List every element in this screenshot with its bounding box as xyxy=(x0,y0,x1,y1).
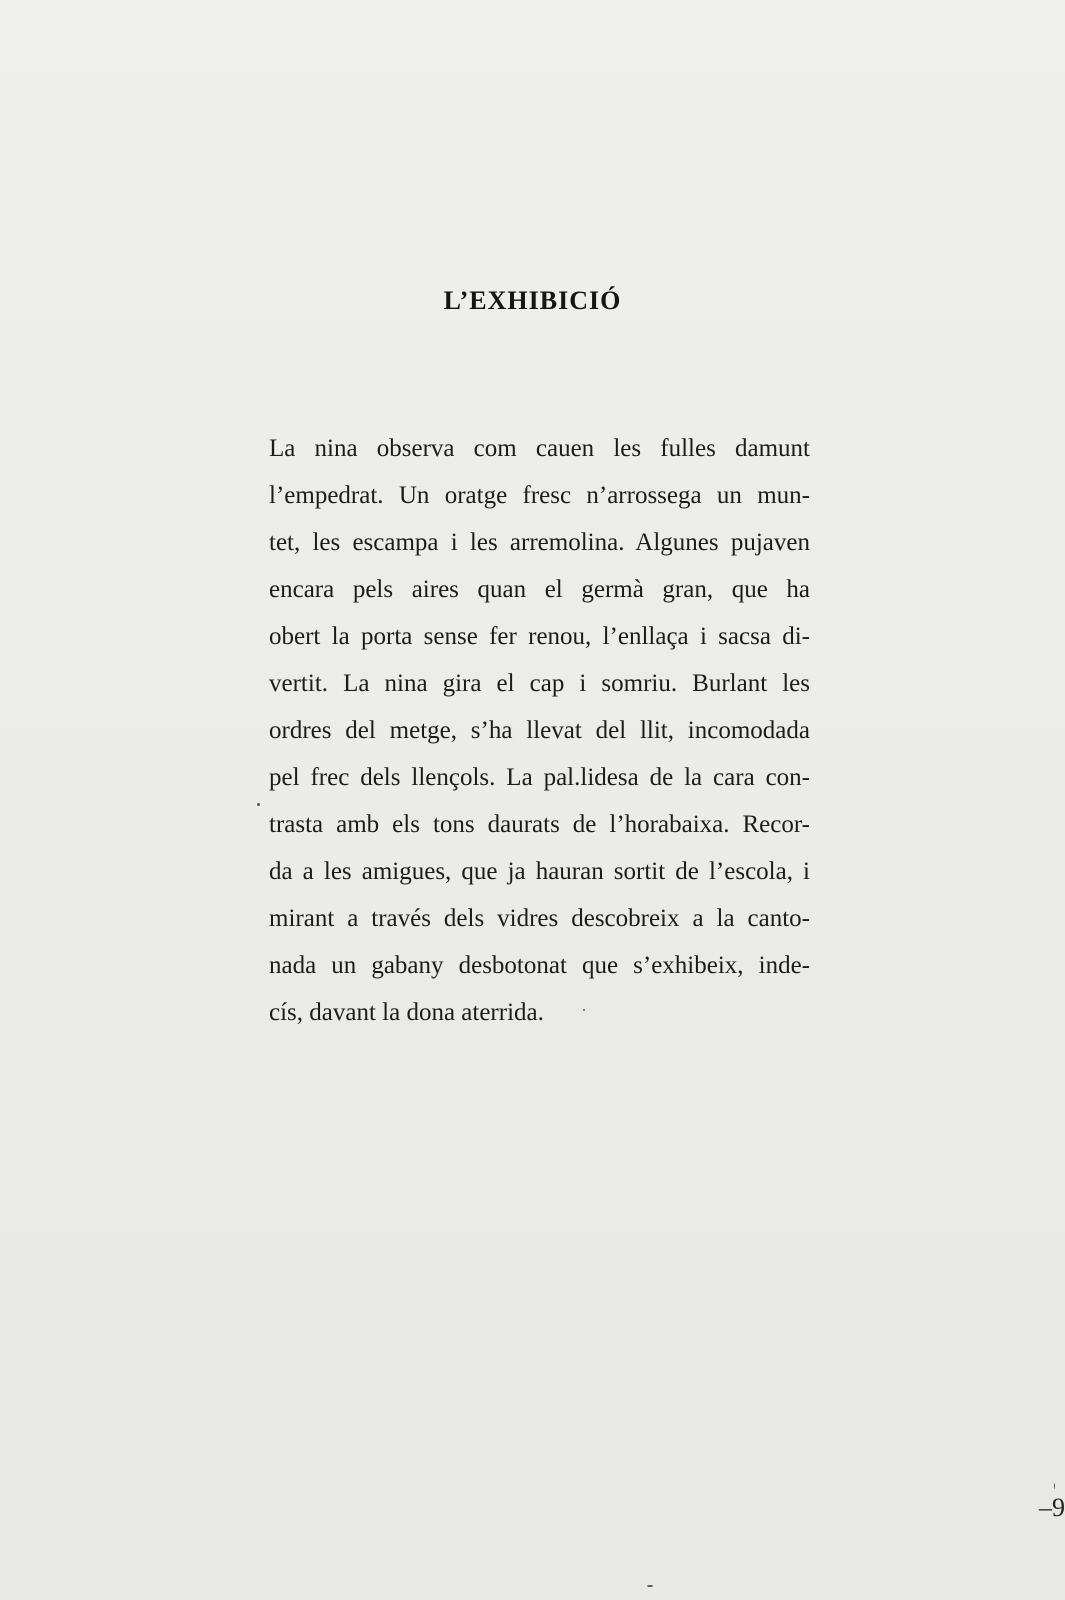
text-line: nada un gabany desbotonat que s’exhibeix, inde- xyxy=(269,952,810,979)
text-line: pel frec dels llençols. La pal.lidesa de la cara con- xyxy=(269,764,810,791)
text-line: vertit. La nina gira el cap i somriu. Burlant les xyxy=(269,670,810,697)
page-number: –9 xyxy=(1039,1493,1065,1522)
text-line: cís, davant la dona aterrida. xyxy=(269,999,544,1026)
page-title: L’EXHIBICIÓ xyxy=(443,286,622,315)
text-line: mirant a través dels vidres descobreix a la canto- xyxy=(269,905,810,932)
text-line: ordres del metge, s’ha llevat del llit, incomodada xyxy=(269,717,810,744)
scan-speck xyxy=(1054,1483,1055,1489)
text-line: tet, les escampa i les arremolina. Algunes pujaven xyxy=(269,529,810,556)
text-line: l’empedrat. Un oratge fresc n’arrossega un mun- xyxy=(269,482,810,509)
body-paragraph xyxy=(269,425,810,1036)
scan-speck xyxy=(583,1009,585,1011)
text-line: La nina observa com cauen les fulles damunt xyxy=(269,435,810,462)
text-line: encara pels aires quan el germà gran, que ha xyxy=(269,576,810,603)
text-line: obert la porta sense fer renou, l’enllaça i sacsa di- xyxy=(269,623,810,650)
scan-speck xyxy=(647,1585,653,1587)
scan-speck xyxy=(257,803,260,806)
text-line: da a les amigues, que ja hauran sortit de l’escola, i xyxy=(269,858,810,885)
text-line: trasta amb els tons daurats de l’horabaixa. Recor- xyxy=(269,811,810,838)
